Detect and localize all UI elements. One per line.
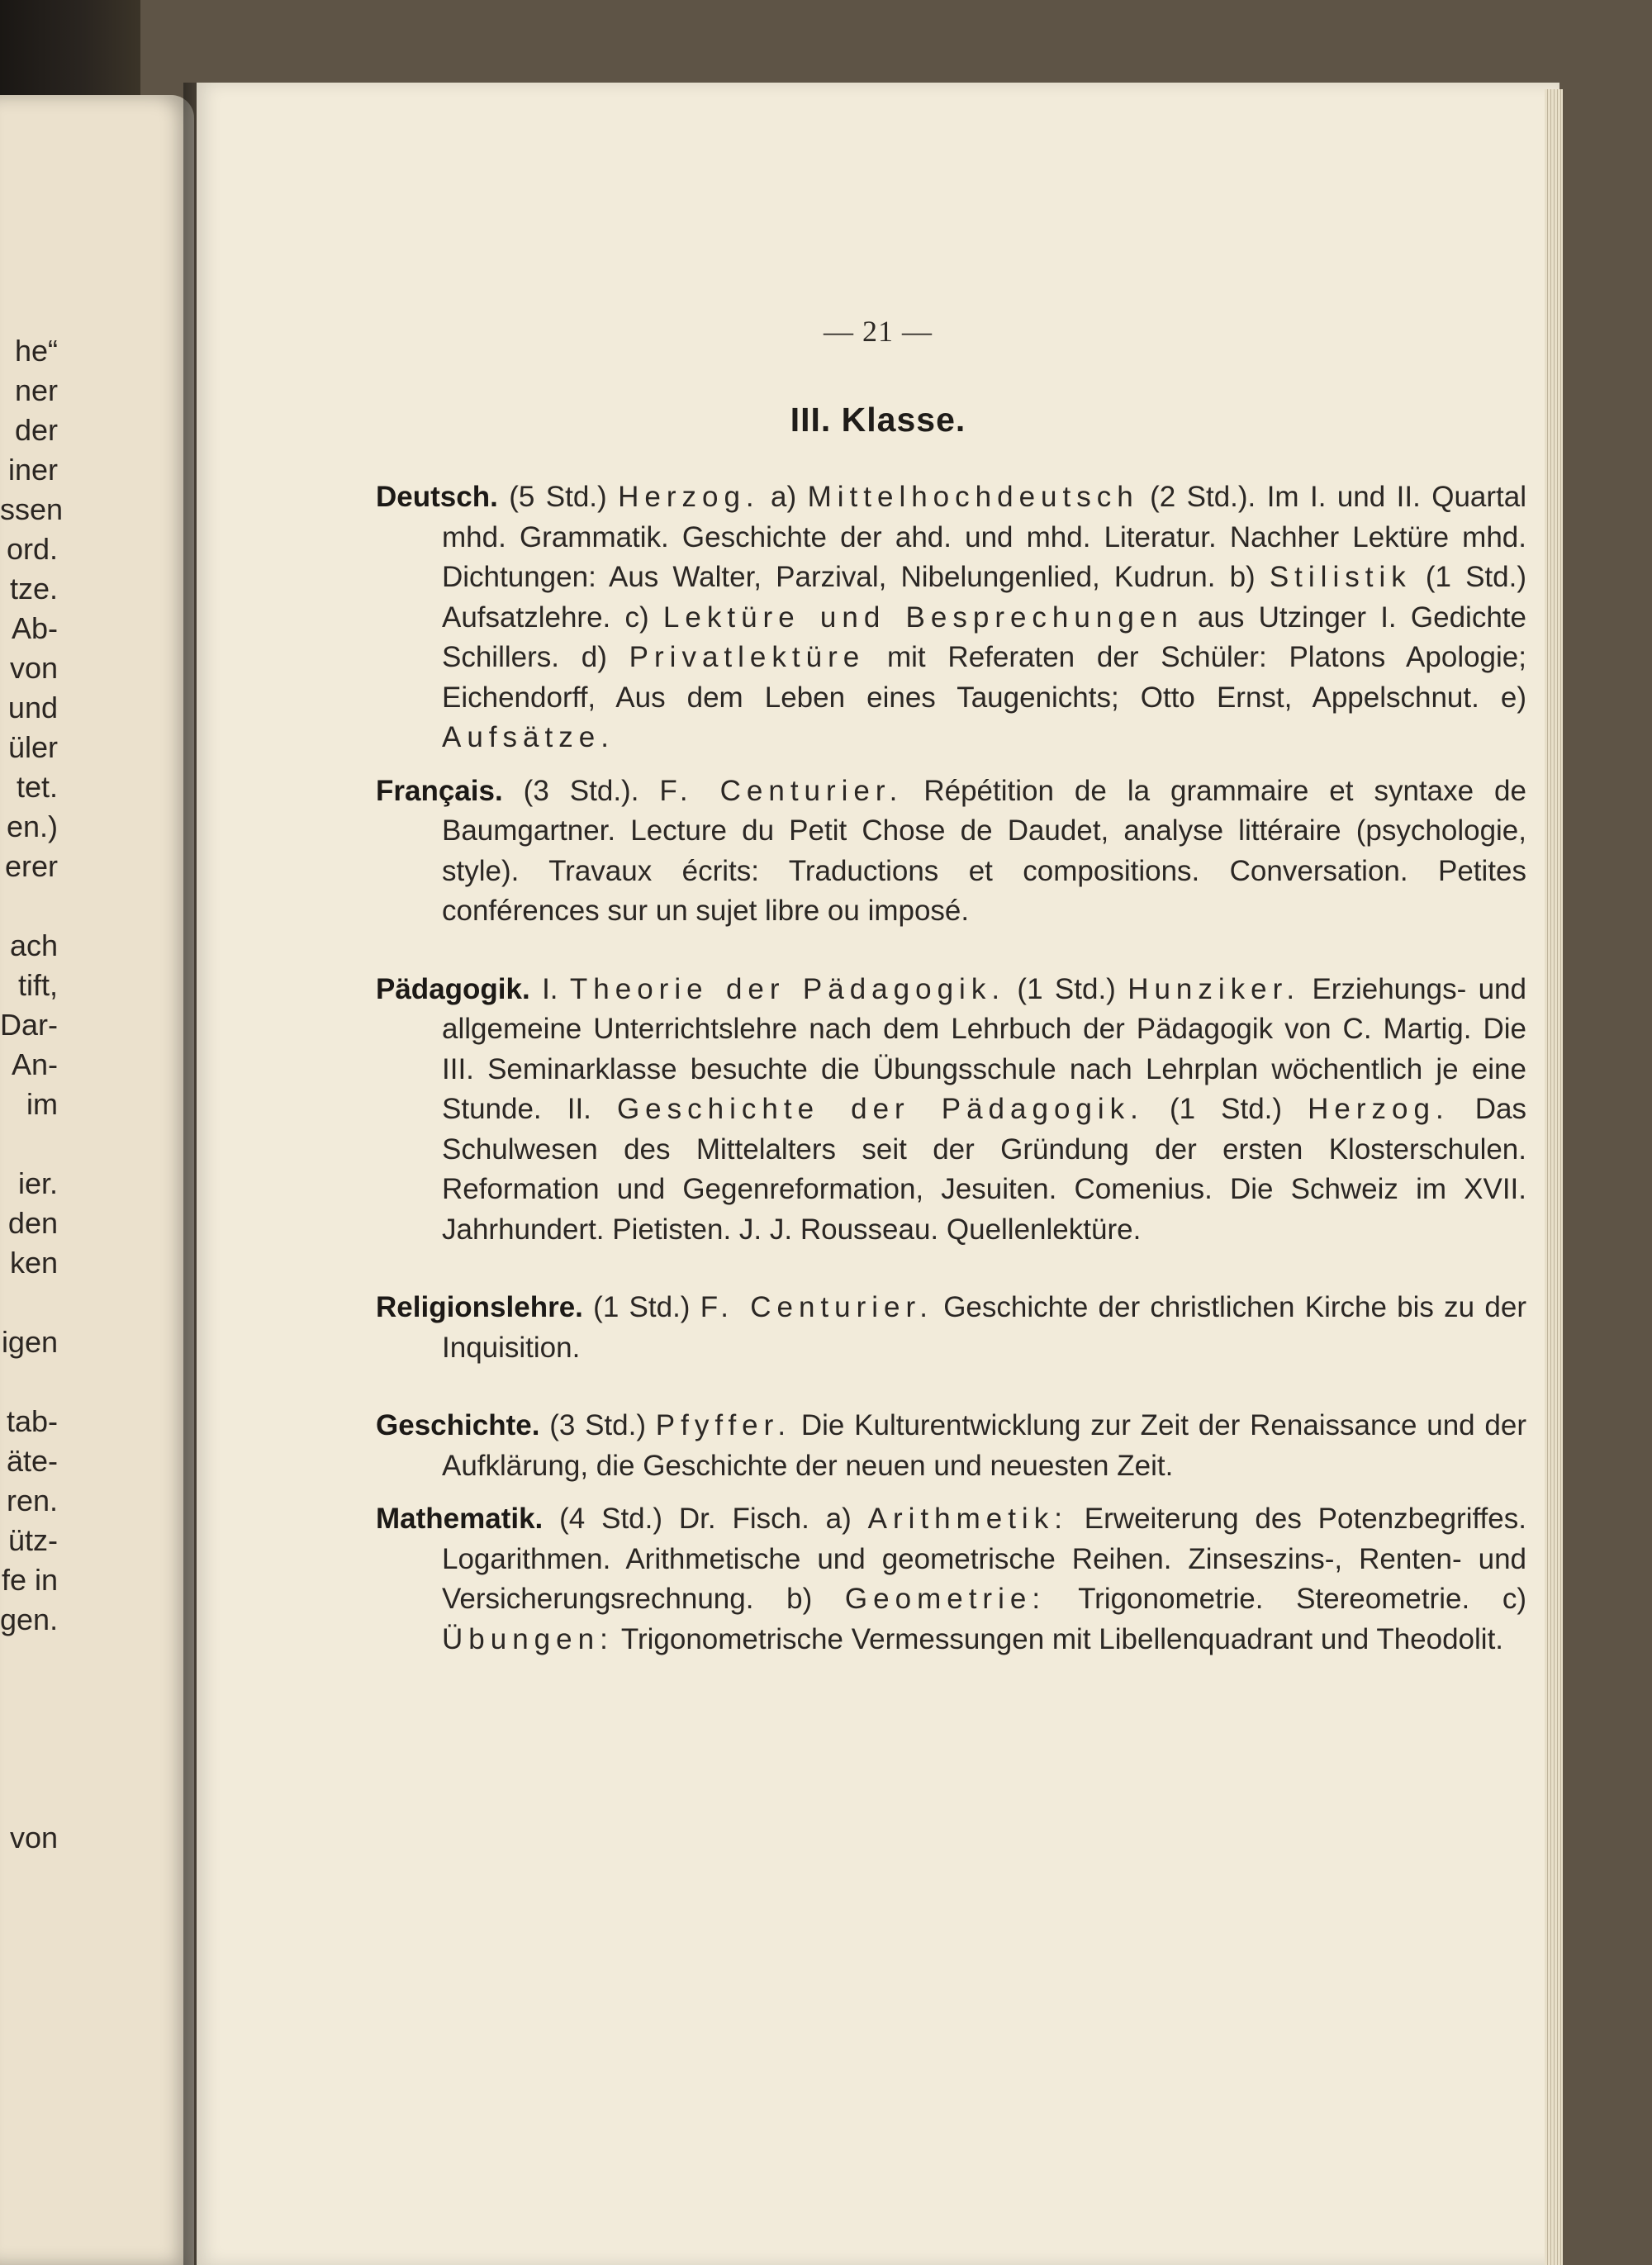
teacher-name: F. Centurier. (659, 774, 904, 807)
subtopic-heading: Geschichte der Pädagogik. (616, 1093, 1144, 1125)
subtopic-heading: Arithmetik: (867, 1503, 1068, 1535)
left-page-fragment: den (7, 1206, 58, 1240)
section-text: I. (529, 972, 570, 1005)
section-text: Erziehungs- und allgemeine Unterrichtslehre nach dem Lehrbuch der Pädagogik von C. Martig. Die III. Seminarklasse besuchte die Übungsschule nach Lehrplan wöchentlich je eine Stunde. II. (442, 972, 1526, 1125)
section-title: Deutsch. (376, 481, 498, 513)
left-page-fragment: Dar- (0, 1008, 58, 1042)
subtopic-heading: Lektüre und Besprechungen (662, 601, 1184, 634)
left-page-fragment: en.) (6, 810, 58, 843)
left-page-fragment: im (26, 1087, 58, 1121)
left-page-fragment: igen (1, 1325, 58, 1359)
subtopic-heading: Stilistik (1269, 561, 1412, 593)
left-page-fragment: he“ (14, 334, 58, 368)
section-text: a) (809, 1503, 868, 1535)
left-page (0, 95, 194, 2265)
section-text: (4 Std.) (543, 1503, 679, 1535)
left-page-fragment: fe in (1, 1563, 58, 1597)
left-page-fragment: ach (9, 928, 58, 962)
left-page-fragment: tab- (6, 1404, 58, 1438)
left-page-fragment: iner (7, 453, 58, 487)
section-paedagogik (376, 970, 1526, 1251)
left-page-fragment: ord. (6, 532, 58, 566)
section-text: (5 Std.) (497, 481, 619, 513)
teacher-name: Herzog. (1308, 1093, 1450, 1125)
section-text: Répétition de la grammaire et syntaxe de Baumgartner. Lecture du Petit Chose de Daudet, analyse littéraire (psychologie, style). Travaux écrits: Traductions et compositions. Conversation. Petites conférences sur un sujet libre ou imposé. (442, 774, 1526, 927)
section-title: Geschichte. (376, 1409, 540, 1441)
subtopic-heading: Mittelhochdeutsch (807, 481, 1139, 513)
left-page-fragment: üler (7, 730, 58, 764)
section-text: Die Kulturentwicklung zur Zeit der Renaissance und der Aufklärung, die Geschichte der neuen und neuesten Zeit. (442, 1409, 1526, 1482)
section-text: a) (759, 481, 808, 513)
section-text: Trigonometrische Vermessungen mit Libellenquadrant und Theodolit. (613, 1622, 1504, 1655)
left-page-fragment: ner (14, 373, 58, 407)
section-title: Religionslehre. (376, 1291, 583, 1323)
syllabus-sections (376, 477, 1526, 1660)
left-page-fragment: tift, (17, 968, 58, 1002)
section-title: Pädagogik. (376, 972, 530, 1005)
section-text: mit Referaten der Schüler: Platons Apologie; Eichendorff, Aus dem Leben eines Taugenichts; Otto Ernst, Appelschnut. e) (442, 641, 1526, 714)
section-francais (376, 772, 1526, 932)
left-page-fragment: ier. (17, 1166, 58, 1200)
left-page-fragment: erer (4, 849, 58, 883)
left-page-fragment: tet. (16, 770, 58, 804)
teacher-name: F. Centurier. (700, 1291, 933, 1323)
section-title: Français. (376, 774, 503, 807)
subtopic-heading: Theorie der Pädagogik. (569, 972, 1006, 1005)
teacher-name: Herzog. (618, 481, 760, 513)
section-text: (1 Std.) (582, 1291, 700, 1323)
section-text: Das Schulwesen des Mittelalters seit der Gründung der ersten Klosterschulen. Reformation und Gegenreformation, Jesuiten. Comenius. Die Schweiz im XVII. Jahrhundert. Pietisten. J. J. Rousseau. Quellenlektüre. (442, 1093, 1526, 1246)
section-text: (1 Std.) (1143, 1093, 1308, 1125)
left-page-fragment: ssen (0, 492, 64, 526)
left-page-fragment: gen. (0, 1603, 59, 1636)
page-number: — 21 — (824, 315, 933, 348)
teacher-name: Hunziker. (1127, 972, 1301, 1005)
left-page-fragment: von (9, 1821, 58, 1854)
section-deutsch (376, 477, 1526, 758)
left-page-fragment: und (7, 691, 58, 724)
subtopic-heading: Aufsätze. (442, 721, 615, 753)
subtopic-heading: Geometrie: (844, 1583, 1047, 1615)
subtopic-heading: Übungen: (442, 1622, 614, 1655)
teacher-name: Pfyffer. (655, 1409, 792, 1441)
section-text: (2 Std.). Im I. und II. Quartal mhd. Grammatik. Geschichte der ahd. und mhd. Literatur. Nachher Lektüre mhd. Dichtungen: Aus Walter, Parzival, Nibelungenlied, Kudrun. b) (442, 481, 1526, 593)
section-text: Geschichte der christlichen Kirche bis zu der Inquisition. (442, 1291, 1526, 1364)
section-text: (1 Std.) Aufsatzlehre. c) (442, 561, 1527, 634)
section-geschichte (376, 1406, 1526, 1486)
section-mathematik (376, 1499, 1526, 1660)
left-page-fragment: Ab- (11, 611, 58, 645)
section-text: (3 Std.). (502, 774, 660, 807)
left-page-fragment: ren. (6, 1484, 58, 1517)
left-page-fragment: ütz- (7, 1523, 58, 1557)
right-page (197, 83, 1559, 2265)
section-religionslehre (376, 1288, 1526, 1368)
left-page-fragment: der (14, 413, 58, 447)
section-text: (1 Std.) (1005, 972, 1128, 1005)
section-text: Trigonometrie. Stereometrie. c) (1046, 1583, 1526, 1615)
left-page-fragment: tze. (9, 572, 58, 605)
subtopic-heading: Privatlektüre (629, 641, 866, 673)
left-page-fragment: von (9, 651, 58, 685)
left-page-fragment: ken (9, 1246, 58, 1280)
section-text: aus Utzinger I. Gedichte Schillers. d) (442, 601, 1526, 673)
page-heading: III. Klasse. (790, 401, 966, 439)
section-text: Erweiterung des Potenzbegriffes. Logarithmen. Arithmetische und geometrische Reihen. Zinseszins-, Renten- und Versicherungsrechnung. b) (442, 1503, 1526, 1615)
left-page-fragment: An- (11, 1047, 58, 1081)
left-page-fragment: äte- (6, 1444, 58, 1478)
section-text: (3 Std.) (539, 1409, 656, 1441)
section-title: Mathematik. (376, 1503, 544, 1535)
page-edge (1545, 89, 1563, 2265)
teacher-name: Dr. Fisch. (678, 1503, 809, 1535)
